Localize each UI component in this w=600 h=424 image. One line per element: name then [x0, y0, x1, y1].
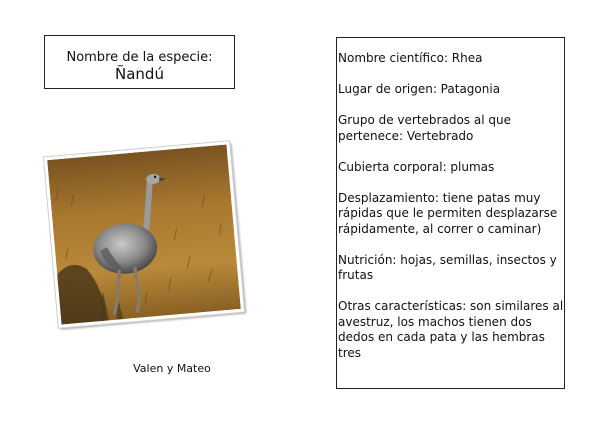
- rhea-photo: [44, 141, 244, 328]
- locomotion: Desplazamiento: tiene patas muy rápidas que le permiten desplazarse rápidamente, al correr o caminar): [338, 190, 558, 236]
- species-info-box: [336, 37, 565, 389]
- authors: Valen y Mateo: [133, 362, 211, 375]
- diet: Nutrición: hojas, semillas, insectos y frutas: [338, 252, 557, 282]
- scientific-name: Nombre científico: Rhea: [338, 51, 483, 65]
- place-of-origin: Lugar de origen: Patagonia: [338, 82, 501, 96]
- species-label: Nombre de la especie:: [66, 50, 213, 65]
- vertebrate-group: Grupo de vertebrados al que pertenece: Vertebrado: [338, 113, 511, 143]
- species-title-box: [44, 35, 235, 89]
- species-name: Ñandú: [115, 65, 164, 83]
- body-covering: Cubierta corporal: plumas: [338, 159, 495, 174]
- rhea-illustration: [47, 144, 241, 324]
- other-characteristics: Otras características: son similares al avestruz, los machos tienen dos dedos en cada pata y las hembras tres: [338, 299, 564, 360]
